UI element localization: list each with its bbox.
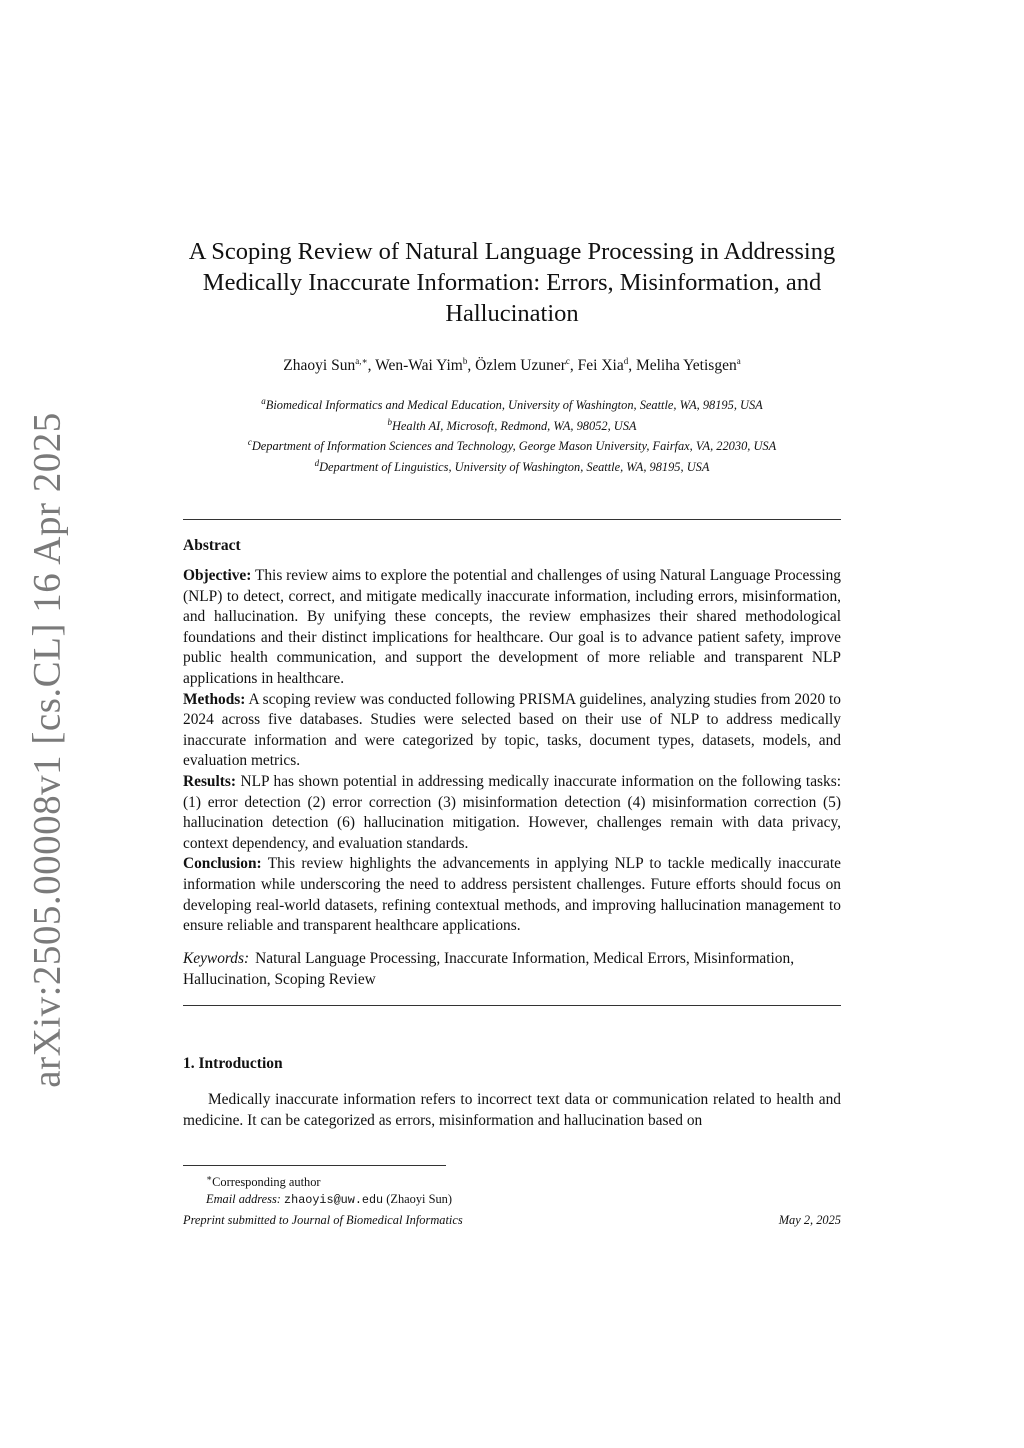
footer-journal: Preprint submitted to Journal of Biomedical Informatics [183,1213,463,1227]
footnote [206,1170,452,1208]
abstract-objective: Objective: This review aims to explore the potential and challenges of using Natural Language Processing (NLP) to detect, correct, and mitigate medically inaccurate information, including errors, misinformation, and hallucination. By unifying these concepts, the review emphasizes their shared methodological foundations and their distinct implications for healthcare. Our goal is to advance patient safety, improve public health communication, and support the development of more reliable and transparent NLP applications in healthcare. [183,567,841,687]
affiliation: $^a$Biomedical Informatics and Medical Education, University of Washington, Seattle, WA, 98195, USA [261,396,763,413]
abstract-results: Results: NLP has shown potential in addressing medically inaccurate information on the following tasks: (1) error detection (2) error correction (3) misinformation detection (4) misinformation correction (5) hallucination detection (6) hallucination mitigation. However, challenges remain with data privacy, context dependency, and evaluation standards. [183,772,841,852]
affiliation: $^d$Department of Linguistics, University of Washington, Seattle, WA, 98195, USA [314,457,710,474]
affiliation: $^c$Department of Information Sciences and Technology, George Mason University, Fairfax, VA, 22030, USA [247,437,777,454]
author-name: Wen-Wai Yim [375,357,463,375]
keywords-text: Natural Language Processing, Inaccurate Information, Medical Errors, Misinformation, Hallucination, Scoping Review [183,950,795,988]
footer-date: May 2, 2025 [778,1213,841,1227]
footnote-rule [183,1165,446,1166]
abstract-methods: Methods: A scoping review was conducted following PRISMA guidelines, analyzing studies from 2020 to 2024 across five databases. Studies were selected based on their use of NLP to address medically inaccurate information and were categorized by topic, tasks, document types, datasets, models, and evaluation metrics. [183,690,841,770]
affiliation-mark: c [247,437,252,448]
author-name: Özlem Uzuner [475,357,566,375]
author-name: Zhaoyi Sun [283,357,356,375]
email-address[interactable]: zhaoyis@uw.edu [284,1192,384,1207]
abstract-top-rule [183,519,841,520]
author-affiliation-mark: a,∗ [355,356,368,366]
abstract-conclusion: Conclusion: This review highlights the advancements in applying NLP to tackle medically inaccurate information while underscoring the need to address persistent challenges. Future efforts should focus on developing real-world datasets, refining contextual methods, and improving hallucination management to ensure reliable and transparent healthcare applications. [183,855,841,935]
author-list: Zhaoyi Sun$^{a,∗}$, Wen-Wai Yim$^b$, Özlem Uzuner$^c$, Fei Xia$^d$, Meliha Yetisgen$^a$ [283,356,741,375]
author-affiliation-mark: c [565,356,570,366]
affiliation-mark: d [314,457,320,468]
page-footer [183,1213,841,1228]
keywords [183,949,841,990]
section-heading-introduction: 1. Introduction [183,1055,283,1072]
arxiv-identifier-stamp: arXiv:2505.00008v1 [cs.CL] 16 Apr 2025 [25,412,69,1088]
author-affiliation-mark: a [736,356,741,366]
abstract-body [183,566,841,937]
corresponding-author-note: ∗Corresponding author [206,1173,321,1190]
affiliation: $^b$Health AI, Microsoft, Redmond, WA, 98052, USA [387,416,637,433]
affiliation-list [150,393,874,476]
author-name: Meliha Yetisgen [635,357,737,375]
author-affiliation-mark: b [462,356,468,366]
keywords-label: Keywords: [183,950,250,967]
abstract-bottom-rule [183,1005,841,1006]
author-name: Fei Xia [577,357,624,375]
author-affiliation-mark: d [623,356,629,366]
paper-title: A Scoping Review of Natural Language Processing in Addressing Medically Inaccurate Information: Errors, Misinformation, and Hallucination [188,238,836,327]
introduction-paragraph: Medically inaccurate information refers to incorrect text data or communication related to health and medicine. It can be categorized as errors, misinformation and hallucination based on [183,1091,841,1129]
affiliation-mark: a [261,396,266,406]
email-note: Email address: zhaoyis@uw.edu (Zhaoyi Sun) [206,1191,452,1207]
affiliation-mark: b [387,416,392,427]
abstract-heading: Abstract [183,537,241,554]
